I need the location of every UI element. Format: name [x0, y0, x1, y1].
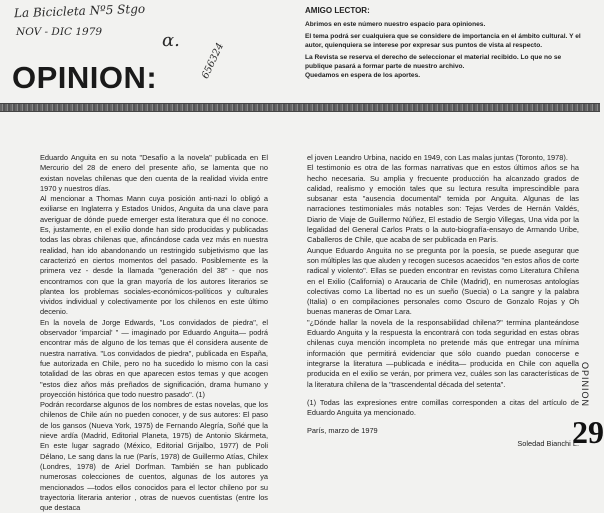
- notice-heading: AMIGO LECTOR:: [305, 6, 370, 15]
- paragraph: Eduardo Anguita en su nota "Desafío a la novela" publicada en El Mercurio del 28 de enero del presente año, se lamenta que no existan novelas chilenas que den cuenta de la realidad vivida entre 1970 y nuestros días.: [40, 153, 268, 193]
- handwritten-number: 656324: [200, 41, 227, 81]
- article-column-left: [40, 153, 268, 513]
- handwritten-mark: α.: [162, 30, 180, 51]
- place-date: París, marzo de 1979: [307, 426, 378, 436]
- notice-paragraph: La Revista se reserva el derecho de seleccionar el material recibido. Lo que no se publique pasará a formar parte de nuestro archivo.: [305, 54, 562, 70]
- notice-paragraph: El tema podrá ser cualquiera que se considere de importancia en el ámbito cultural. Y el autor, quienquiera se interese por expresar sus puntos de vista al respecto.: [305, 33, 581, 49]
- divider-bar: [0, 103, 600, 112]
- handwritten-source: La Bicicleta Nº5 Stgo: [13, 1, 146, 21]
- notice-paragraph: Quedamos en espera de los aportes.: [305, 72, 421, 79]
- footnote: (1) Todas las expresiones entre comillas corresponden a citas del artículo de Eduardo Anguita ya mencionado.: [307, 397, 579, 418]
- article-column-right: [307, 153, 579, 449]
- paragraph: El testimonio es otra de las formas narrativas que en estos últimos años se ha hecho necesaria. Su amplia y frecuente producción ha alcanzado grados de calidad, realismo y emoción tales que su lectura resulta imprescindible para subsanar esta "ausencia documental" temida por Anguita. Algunas de las narraciones testimoniales más notables son: Tejas Verdes de Hernán Valdés, Diario de Viaje de Guillermo Núñez, El estadio de Sergio Villegas, Una vida por la legalidad del General Carlos Prats o la auto-biografía-ensayo de Armando Uribe, Caballeros de Chile, que acaba de ser publicada en París.: [307, 163, 579, 245]
- paragraph: Al mencionar a Thomas Mann cuya posición anti-nazi lo obligó a exiliarse en Inglaterra y Estados Unidos, Anguita da una clave para averiguar de dónde puede emerger esta literatura que él no conoce. Es, justamente, en el exilio donde han sido producidas y publicadas todas las obras chilenas que, afincándose cada vez más en nuestra realidad, han ido abandonando un restringido subjetivismo que las caracterizó en ciertos momentos del pasado. Posiblemente es la primera vez - desde la llamada "generación del 38" - que nos encontramos con que la gran mayoría de los autores literarios se plantea los problemas sociales-económicos-políticos y culturales vividos individual y colectivamente por los chilenos en este último decenio.: [40, 194, 268, 317]
- paragraph: Aunque Eduardo Anguita no se pregunta por la poesía, se puede asegurar que son múltiples las que aluden y recogen sucesos acaecidos "en estos años de corte radical y violento". Ellas se pueden encontrar en revistas como Literatura Chilena en el Exilio (California) o Araucaria de Chile (Madrid), en numerosas antologías colectivas como La libertad no es un sueño (Suecia) o La sangre y la palabra (Italia) o en compilaciones personales como Oscuro de Gonzalo Rojas y Oh buenas maneras de Omar Lara.: [307, 245, 579, 317]
- section-label: OPINION: [580, 362, 590, 408]
- paragraph: el joven Leandro Urbina, nacido en 1949, con Las malas juntas (Toronto, 1978).: [307, 153, 568, 162]
- page-number: 29: [572, 414, 604, 450]
- author-signature: Soledad Bianchi L.: [517, 438, 579, 448]
- paragraph: En la novela de Jorge Edwards, "Los convidados de piedra", el observador 'imparcial' " — imaginado por Eduardo Anguita— podrá encontrar más de alguno de los temas que él considera ausente de nuestra narrativa. "Los convidados de piedra", publicada en España, fue autorizada en Chile, pero no ha sucedido lo mismo con la casi totalidad de las obras en que aparecen estos temas y que acogen "estos diez años más preñados de significación, drama humano y proyección histórica que todo nuestro pasado". (1): [40, 317, 268, 399]
- page-title: OPINION:: [12, 60, 158, 95]
- handwritten-date: NOV - DIC 1979: [16, 26, 103, 38]
- reader-notice: [305, 6, 590, 83]
- notice-paragraph: Abrimos en este número nuestro espacio para opiniones.: [305, 21, 486, 28]
- paragraph: Podrán recordarse algunos de los nombres de estas novelas, que los chilenos de Chile aún no pueden conocer, y de sus autores: El paso de los gansos (Nueva York, 1975) de Fernando Alegría, Soñé que la nieve ardía (Madrid, Editorial Planeta, 1975) de Antonio Skármeta, En este lugar sagrado (México, Editorial Grijalbo, 1977) de Poli Délano, Le sang dans la rue (París, 1978) de Guillermo Atías, Chilex (Londres, 1978) de Ariel Dorfman. También se han publicado numerosas colecciones de cuentos, algunas de los autores ya mencionados —todos ellos conocidos para el lector chileno por su trayectoria literaria anterior , otras de nuevos cuentistas (entre los que destaca: [40, 400, 268, 513]
- paragraph: "¿Dónde hallar la novela de la responsabilidad chilena?" termina planteándose Eduardo Anguita y la respuesta la encontrará con toda seguridad en estas obras chilenas cuya mención incompleta no pretende más que entregar una mínima información que permitirá evidenciar que sólo cuando puedan conocerse e integrarse la literatura —publicada e inédita— producida en Chile con aquella producida en el exilio se verán, por primera vez, cuáles son las características de la literatura chilena de la "trascendental década del setenta".: [307, 317, 579, 389]
